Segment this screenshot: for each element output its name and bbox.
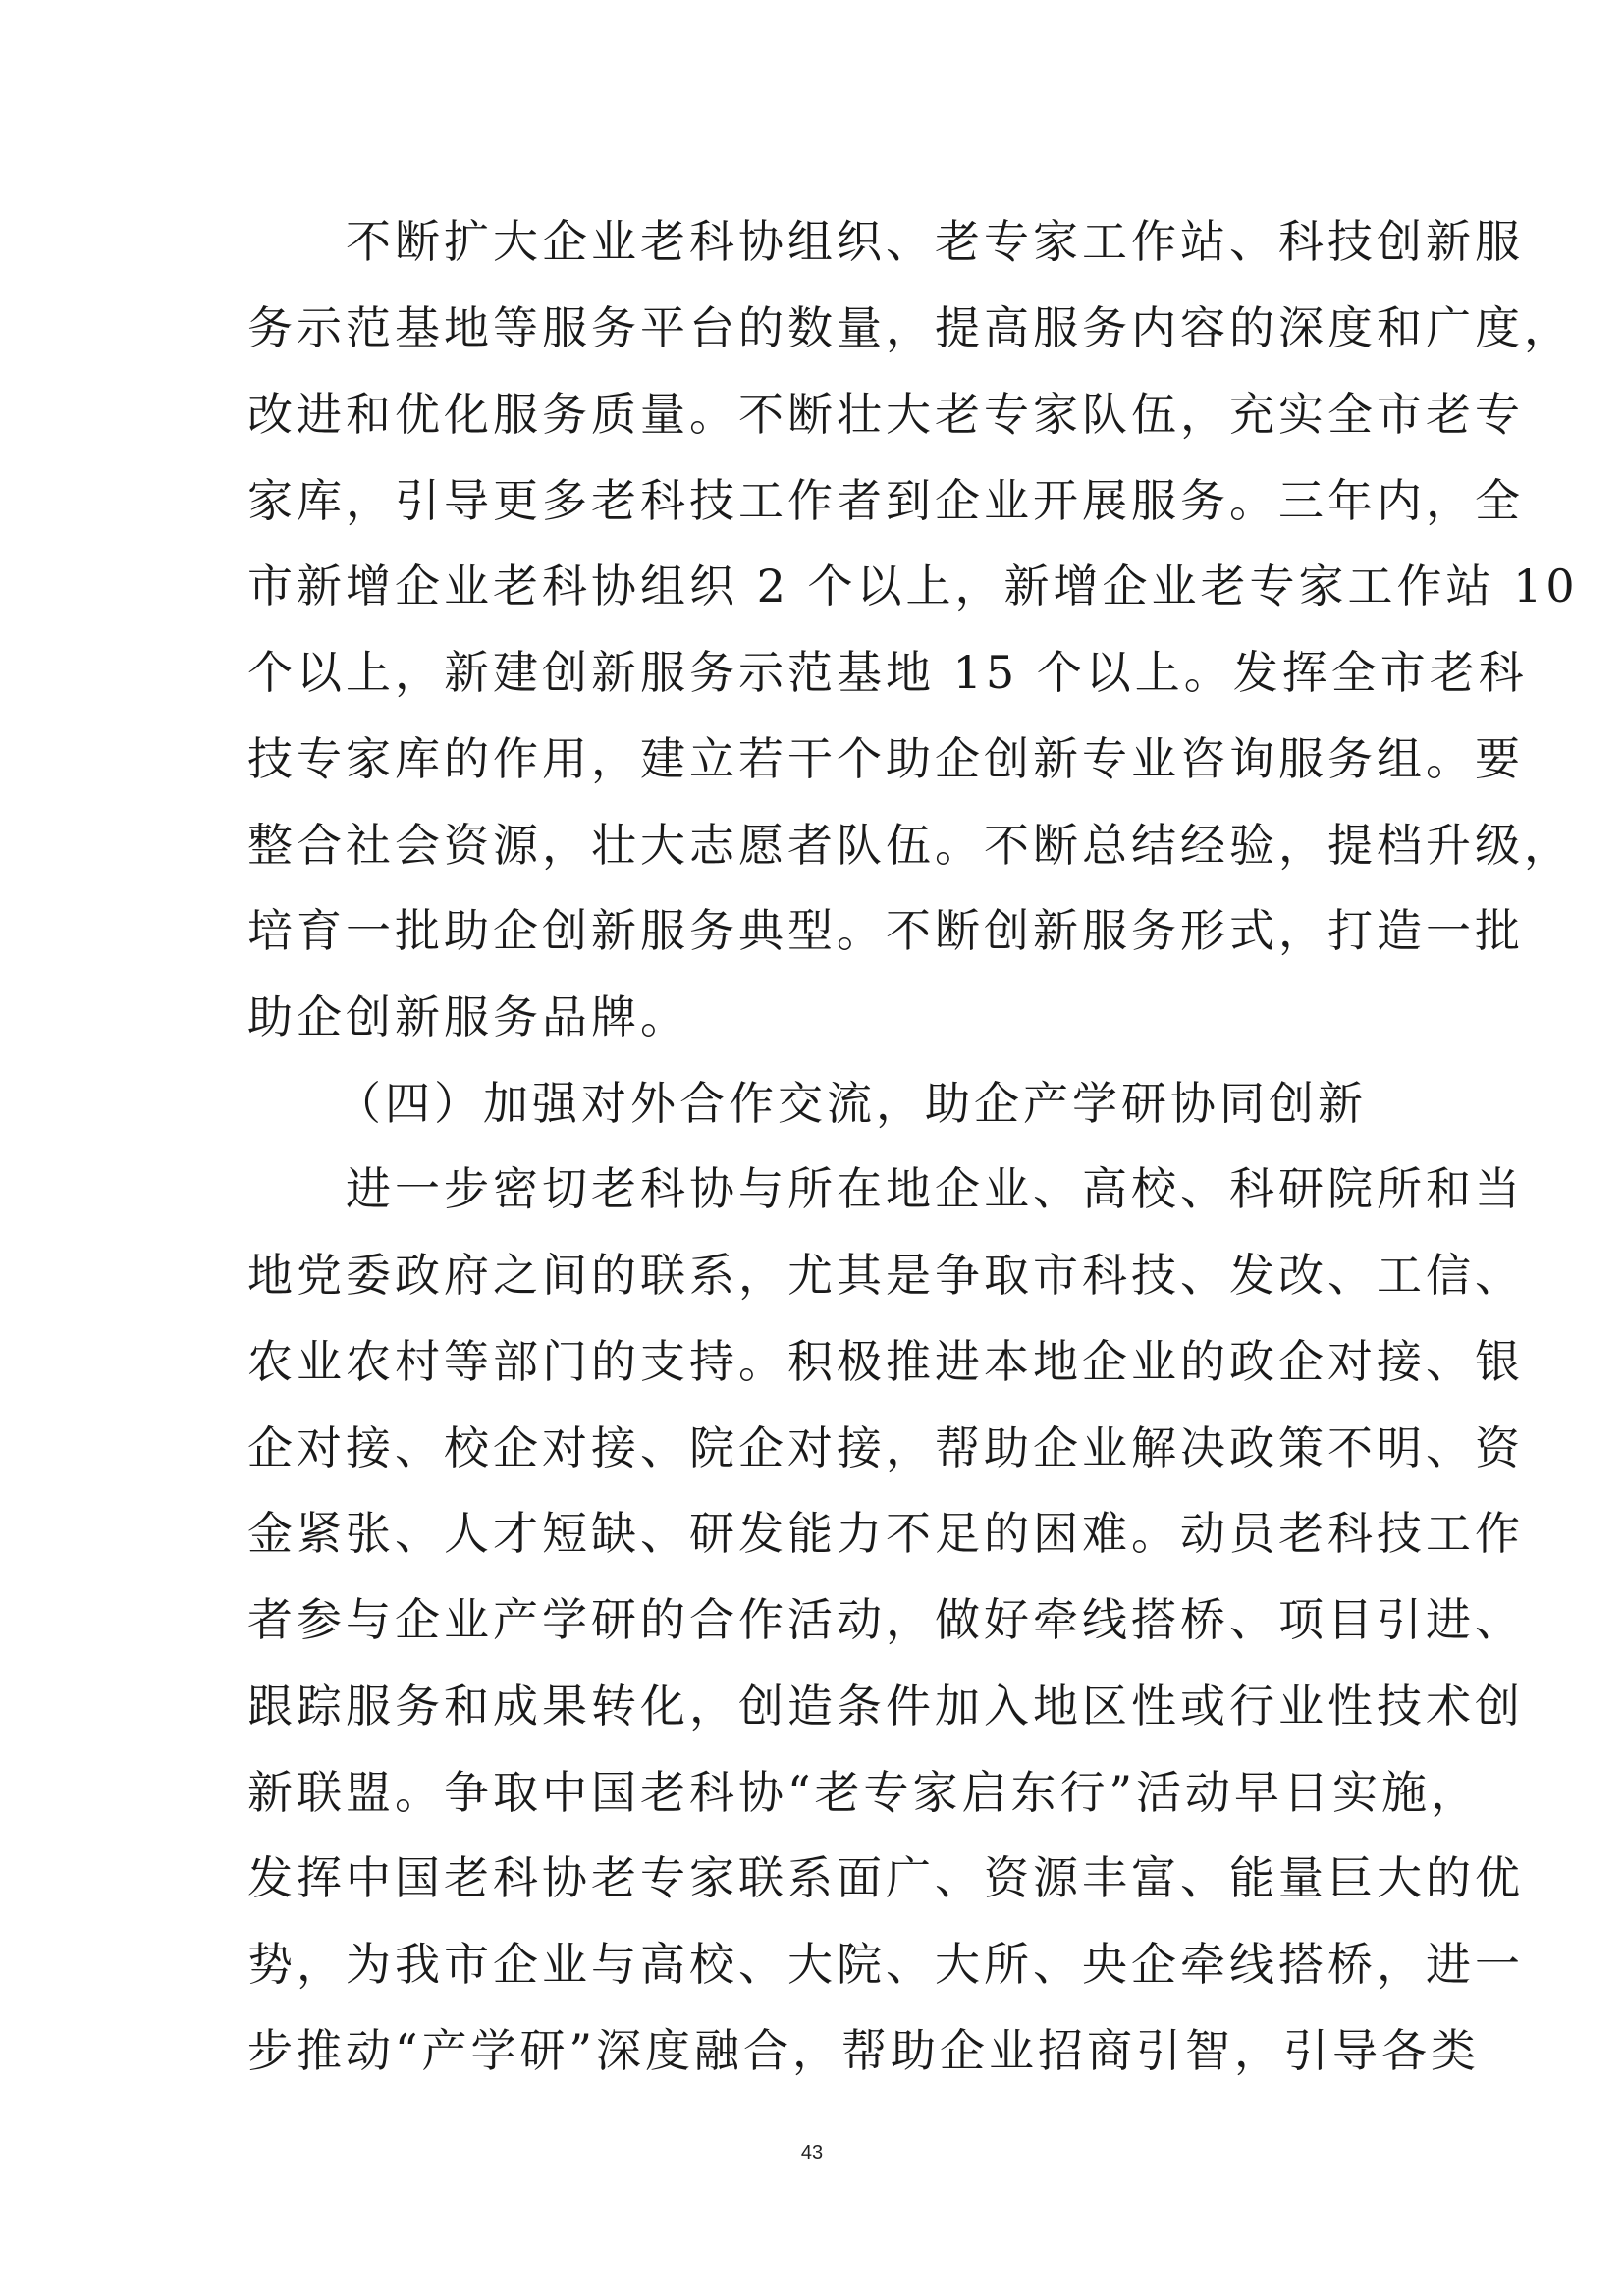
- text-line: 不断扩大企业老科协组织、老专家工作站、科技创新服: [247, 215, 1524, 268]
- text-line: 家库，引导更多老科技工作者到企业开展服务。三年内，全: [247, 474, 1524, 527]
- text-line: 农业农村等部门的支持。积极推进本地企业的政企对接、银: [247, 1335, 1524, 1388]
- text-line: 势，为我市企业与高校、大院、大所、央企牵线搭桥，进一: [247, 1938, 1524, 1991]
- text-line: 技专家库的作用，建立若干个助企创新专业咨询服务组。要: [247, 732, 1524, 785]
- text-line: 市新增企业老科协组织 2 个以上，新增企业老专家工作站 10: [247, 560, 1579, 613]
- text-line: 培育一批助企创新服务典型。不断创新服务形式，打造一批: [247, 904, 1524, 957]
- text-line: 改进和优化服务质量。不断壮大老专家队伍，充实全市老专: [247, 388, 1524, 441]
- text-line: 务示范基地等服务平台的数量，提高服务内容的深度和广度，: [247, 301, 1573, 354]
- text-line: 者参与企业产学研的合作活动，做好牵线搭桥、项目引进、: [247, 1593, 1524, 1646]
- text-line: 跟踪服务和成果转化，创造条件加入地区性或行业性技术创: [247, 1680, 1524, 1733]
- text-line: 发挥中国老科协老专家联系面广、资源丰富、能量巨大的优: [247, 1851, 1524, 1904]
- text-line: 进一步密切老科协与所在地企业、高校、科研院所和当: [247, 1162, 1524, 1215]
- text-line: 助企创新服务品牌。: [247, 990, 689, 1043]
- text-line: 企对接、校企对接、院企对接，帮助企业解决政策不明、资: [247, 1421, 1524, 1474]
- text-line: 金紧张、人才短缺、研发能力不足的困难。动员老科技工作: [247, 1507, 1524, 1560]
- page-number: 43: [800, 2142, 824, 2163]
- section-heading: （四）加强对外合作交流，助企产学研协同创新: [336, 1077, 1367, 1130]
- text-line: 整合社会资源，壮大志愿者队伍。不断总结经验，提档升级，: [247, 819, 1573, 872]
- text-line: 新联盟。争取中国老科协“老专家启东行”活动早日实施，: [247, 1766, 1481, 1819]
- text-line: 个以上，新建创新服务示范基地 15 个以上。发挥全市老科: [247, 646, 1528, 699]
- text-line: 地党委政府之间的联系，尤其是争取市科技、发改、工信、: [247, 1249, 1524, 1302]
- text-line: 步推动“产学研”深度融合，帮助企业招商引智，引导各类: [247, 2024, 1481, 2077]
